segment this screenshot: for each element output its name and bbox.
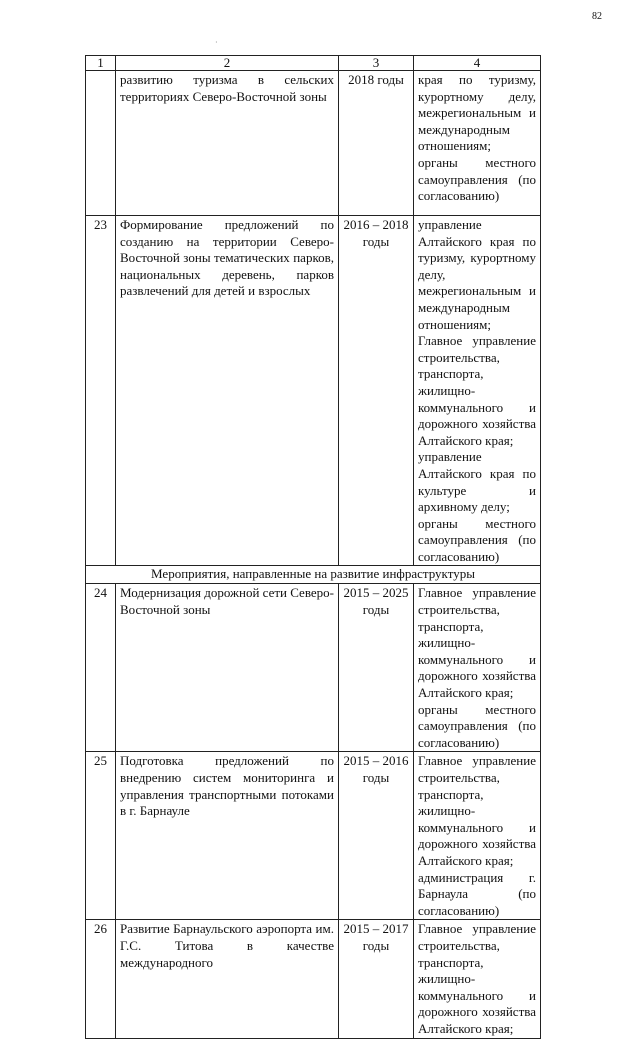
row-number: 23 [86, 216, 116, 566]
table-row-23 [86, 216, 541, 566]
responsible-item: администрация г. Барнаула (по согласованию) [418, 869, 536, 918]
row-responsible [414, 584, 541, 752]
row-description: развитию туризма в сельских территориях Северо-Восточной зоны [116, 71, 339, 216]
table-row-continuation [86, 71, 541, 216]
row-number: 24 [86, 584, 116, 752]
responsible-item: края по туризму, курортному делу, межрегиональным и международным отношениям; [418, 72, 536, 154]
responsible-item: Главное управление строительства, транспорта, жилищно-коммунального и дорожного хозяйства Алтайского края; [418, 921, 536, 1036]
responsible-item: органы местного самоуправления (по согласованию) [418, 154, 536, 204]
responsible-item: Главное управление строительства, транспорта, жилищно-коммунального и дорожного хозяйства Алтайского края; [418, 585, 536, 701]
row-number [86, 71, 116, 216]
row-number: 26 [86, 920, 116, 1038]
page-number: 82 [592, 11, 602, 22]
row-years: 2018 годы [339, 71, 414, 216]
measures-table [85, 55, 541, 1039]
table-row-26 [86, 920, 541, 1038]
header-col-4: 4 [414, 56, 541, 71]
row-number: 25 [86, 752, 116, 920]
responsible-item: Главное управление строительства, транспорта, жилищно-коммунального и дорожного хозяйства Алтайского края; [418, 753, 536, 868]
row-responsible [414, 71, 541, 216]
row-years: 2015 – 2017 годы [339, 920, 414, 1038]
responsible-item: управление Алтайского края по туризму, курортному делу, межрегиональным и международным отношениям; [418, 217, 536, 332]
section-row [86, 566, 541, 584]
table-header-row [86, 56, 541, 71]
row-responsible [414, 216, 541, 566]
row-responsible [414, 920, 541, 1038]
responsible-item: органы местного самоуправления (по согласованию) [418, 515, 536, 564]
scan-mark: · [215, 38, 218, 47]
section-title: Мероприятия, направленные на развитие инфраструктуры [86, 566, 541, 584]
row-description: Развитие Барнаульского аэропорта им. Г.С. Титова в качестве международного [116, 920, 339, 1038]
responsible-item: Главное управление строительства, транспорта, жилищно-коммунального и дорожного хозяйства Алтайского края; [418, 333, 536, 448]
row-years: 2015 – 2016 годы [339, 752, 414, 920]
responsible-item: управление Алтайского края по культуре и архивному делу; [418, 449, 536, 515]
row-responsible [414, 752, 541, 920]
responsible-item: органы местного самоуправления (по согласованию) [418, 701, 536, 750]
header-col-2: 2 [116, 56, 339, 71]
row-years: 2015 – 2025 годы [339, 584, 414, 752]
table-row-25 [86, 752, 541, 920]
row-description: Формирование предложений по созданию на территории Северо-Восточной зоны тематических парков, национальных деревень, парков развлечений для детей и взрослых [116, 216, 339, 566]
row-description: Подготовка предложений по внедрению систем мониторинга и управления транспортными потоками в г. Барнауле [116, 752, 339, 920]
row-years: 2016 – 2018 годы [339, 216, 414, 566]
table-row-24 [86, 584, 541, 752]
row-description: Модернизация дорожной сети Северо-Восточной зоны [116, 584, 339, 752]
header-col-1: 1 [86, 56, 116, 71]
header-col-3: 3 [339, 56, 414, 71]
